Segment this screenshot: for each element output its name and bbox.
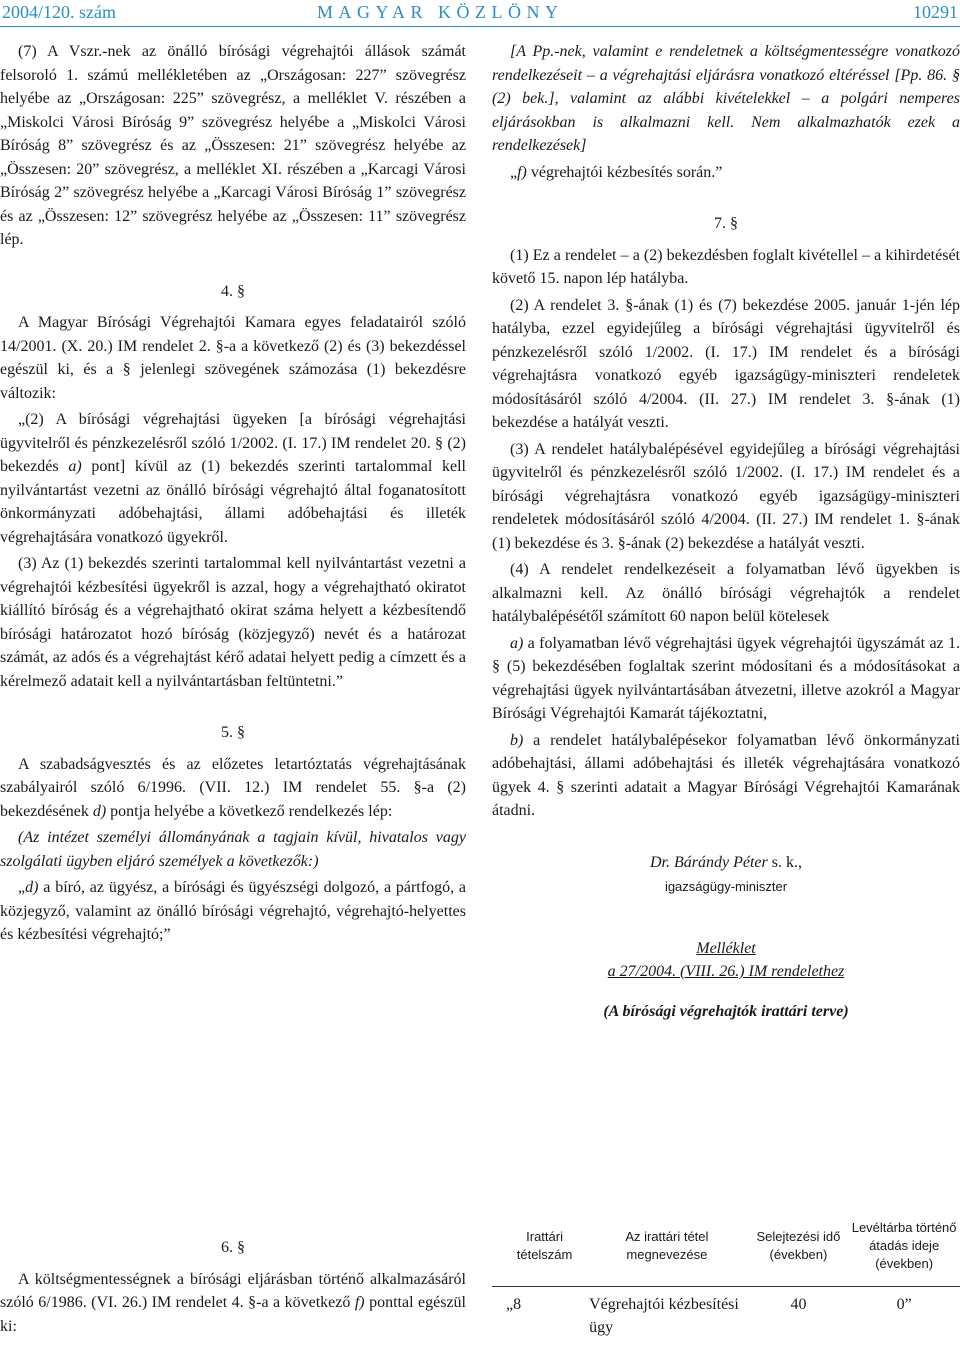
col-header-retention: Selejtezési idő (években) [756, 1229, 841, 1262]
left-column-bottom [0, 1236, 466, 1338]
section-7-par-2: (2) A rendelet 3. §-ának (1) és (7) bekezdése 2005. január 1-jén lép hatályba, ezzel egyidejűleg a bírósági végrehajtási ügyvitelről és pénzkezelésről szóló 1/2002. (I. 17.) IM rendelet és a bírósági végrehajtásra vonatkozó egyéb igazságügy-miniszteri rendeletek módosításáról szóló 4/2004. (II. 27.) IM rendelet 3. §-ának (1) bekezdése a hatályát veszti. [492, 296, 960, 431]
records-schedule-table [492, 1206, 960, 1345]
issue-number: 2004/120. szám [2, 2, 116, 22]
annex-title: (A bírósági végrehajtók irattári terve) [603, 1002, 849, 1020]
publication-title: MAGYAR KÖZLÖNY [317, 2, 564, 22]
signer-role: igazságügy-miniszter [664, 879, 788, 894]
section-7-par-3: (3) A rendelet hatálybalépésével egyidejűleg a bírósági végrehajtási ügyvitelről és pénzkezelésről szóló 1/2002. (I. 17.) IM rendelet és a bírósági végrehajtásra vonatkozó egyéb igazságügy-miniszteri rendeletek módosításáról szóló 4/2004. (II. 27.) IM rendelet 1. §-ának (1) bekezdése és 3. §-ának (2) bekezdése a hatályát veszti. [492, 440, 960, 552]
section-4-intro: A Magyar Bírósági Végrehajtói Kamara egyes feladatairól szóló 14/2001. (X. 20.) IM rendelet 2. §-a a következő (2) és (3) bekezdéssel egészül ki, és a § jelenlegi szövegének számozása (1) bekezdésre változik: [0, 314, 466, 402]
table-header-row [492, 1206, 960, 1287]
section-6-heading: 6. § [221, 1239, 245, 1256]
cell-item-number: „8 [506, 1296, 522, 1313]
signature [492, 851, 960, 875]
annex-reference: a 27/2004. (VIII. 26.) IM rendelethez [607, 963, 845, 980]
table-row [492, 1287, 960, 1346]
paragraph-7: (7) A Vszr.-nek az önálló bírósági végrehajtói állások számát felsoroló 1. számú mellékletében az „Országosan: 227” szövegrész helyébe az „Országosan: 225” szövegrész, a melléklet V. részében a „Miskolci Városi Bíróság 9” szövegrész helyébe a „Miskolci Városi Bíróság 8” szövegrész és az „Összesen: 21” szövegrész helyébe az „Összesen: 20” szövegrész, a melléklet XI. részében a „Karcagi Városi Bíróság 2” szövegrész helyébe a „Karcagi Városi Bíróság 1” szövegrész és az „Összesen: 12” szövegrész helyébe az „Összesen: 11” szövegrész lép. [0, 43, 466, 248]
section-4-heading: 4. § [221, 282, 245, 300]
section-6-point-f: „f) végrehajtói kézbesítés során.” [510, 163, 723, 181]
annex-label: Melléklet [696, 939, 756, 957]
page-number: 10291 [913, 2, 958, 22]
page-header [0, 0, 960, 24]
right-column [492, 40, 960, 1026]
section-7-point-a: a) a folyamatban lévő végrehajtási ügyek végrehajtói ügyszámát az 1. § (5) bekezdésében foglaltak szerint módosítani és a módosításokat a végrehajtási ügyek nyilvántartásában átvezetni, illetve azokról a Magyar Bírósági Végrehajtói Kamarát tájékoztatni, [492, 634, 960, 722]
cell-item-name: Végrehajtói kézbesítési ügy [589, 1296, 739, 1336]
cell-retention: 40 [790, 1296, 807, 1313]
section-5-context: (Az intézet személyi állományának a tagjain kívül, hivatalos vagy szolgálati ügyben eljáró személyek a következők:) [0, 829, 466, 870]
col-header-archive-transfer: Levéltárba történő átadás ideje (években) [851, 1220, 957, 1271]
cell-archive-transfer: 0” [896, 1296, 912, 1313]
left-column [0, 40, 466, 950]
signer-suffix: s. k., [767, 853, 802, 871]
header-rule [0, 26, 960, 27]
section-6-context: [A Pp.-nek, valamint e rendeletnek a költségmentességre vonatkozó rendelkezéseit – a végrehajtási eljárásra vonatkozó eltéréssel [Pp. 86. § (2) bek.], valamint az alábbi kivételekkel – a polgári nemperes eljárásokban is alkalmazni kell. Nem alkalmazhatók ezek a rendelkezések] [492, 43, 960, 154]
section-5-heading: 5. § [221, 724, 245, 741]
section-7-par-4: (4) A rendelet rendelkezéseit a folyamatban lévő ügyekben is alkalmazni kell. Az önálló bírósági végrehajtók a rendelet hatálybalépésétől számított 60 napon belül kötelesek [492, 561, 960, 625]
signer-name: Dr. Bárándy Péter [650, 853, 768, 871]
section-6-intro: A költségmentességnek a bírósági eljárásban történő alkalmazásáról szóló 6/1986. (VI. 26.) IM rendelet 4. §-a a következő f) ponttal egészül ki: [0, 1270, 466, 1335]
col-header-item-number: Irattári tételszám [516, 1229, 573, 1262]
section-7-par-1: (1) Ez a rendelet – a (2) bekezdésben foglalt kivétellel – a kihirdetését követő 15. napon lép hatályba. [492, 246, 960, 287]
section-7-point-b: b) a rendelet hatálybalépésekor folyamatban lévő önkormányzati adóbehajtási, állami adóbehajtási és illeték végrehajtására vonatkozó ügyek 4. § szerinti adatait a Magyar Bírósági Végrehajtói Kamarának átadni. [492, 731, 960, 819]
section-5-point-d: „d) a bíró, az ügyész, a bírósági és ügyészségi dolgozó, a pártfogó, a közjegyző, valamint az önálló bírósági végrehajtó, végrehajtó-helyettes és kézbesítési végrehajtó;” [0, 879, 466, 943]
section-4-par-2: „(2) A bírósági végrehajtási ügyeken [a bírósági végrehajtási ügyvitelről és pénzkezelésről szóló 1/2002. (I. 17.) IM rendelet 20. § (2) bekezdés a) pont] kívül az (1) bekezdés szerinti tartalommal kell nyilvántartást vezetni az önálló bírósági végrehajtó által foganatosított önkormányzati adóbehajtási, állami adóbehajtási és illeték végrehajtására vonatkozó ügyekről. [0, 411, 466, 546]
section-4-par-3: (3) Az (1) bekezdés szerinti tartalommal kell nyilvántartást vezetni a végrehajtói kézbesítési ügyekről is azzal, hogy a végrehajtható okiratot kiállító bíróság és a végrehajtható okirat száma helyett a kézbesítendő bírósági határozatot hozó bíróság (közjegyző) nevét és a határozat számát, az adós és a végrehajtást kérő adatai helyett pedig a címzett és a kérelmező adatait kell a nyilvántartásban feltüntetni.” [0, 555, 466, 690]
col-header-item-name: Az irattári tétel megnevezése [625, 1229, 709, 1262]
section-5-intro: A szabadságvesztés és az előzetes letartóztatás végrehajtásának szabályairól szóló 6/1996. (VII. 12.) IM rendelet 55. §-a (2) bekezdésének d) pontja helyébe a következő rendelkezés lép: [0, 755, 466, 820]
section-7-heading: 7. § [714, 215, 738, 232]
